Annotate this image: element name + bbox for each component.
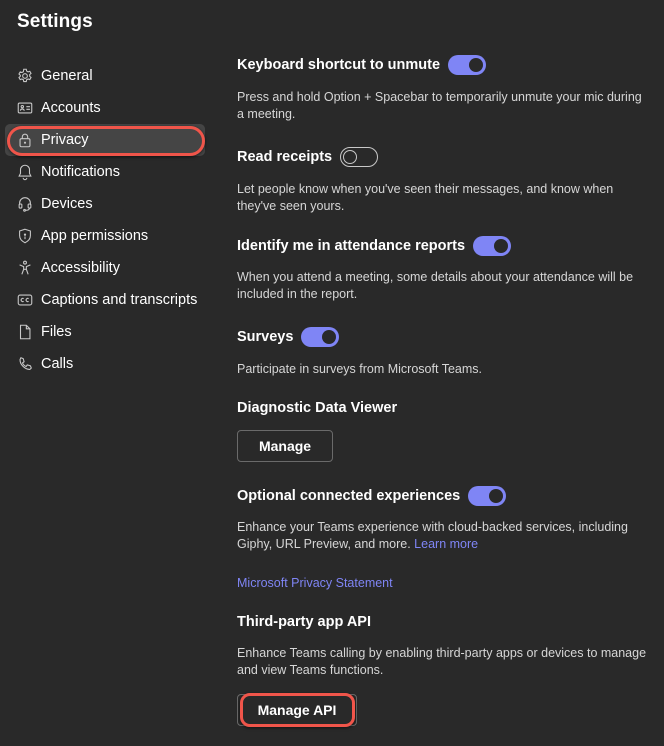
description-text: Enhance your Teams experience with cloud-backed services, including Giphy, URL Preview, and more. (237, 520, 628, 551)
gear-icon (15, 66, 35, 86)
section-title: Keyboard shortcut to unmute (237, 57, 441, 73)
section-description: Participate in surveys from Microsoft Teams. (237, 362, 482, 376)
sidebar-item-label: General (41, 68, 93, 84)
section-title: Diagnostic Data Viewer (237, 400, 398, 416)
section-description: Let people know when you've seen their messages, and know when they've seen yours. (237, 182, 614, 213)
diagnostic-data-viewer-setting (237, 400, 397, 416)
cc-icon (15, 290, 35, 310)
attendance-reports-setting (237, 236, 511, 256)
sidebar-item-notifications[interactable] (0, 156, 215, 188)
sidebar-item-captions[interactable] (0, 284, 215, 316)
section-description: When you attend a meeting, some details about your attendance will be included in the report. (237, 270, 634, 301)
manage-api-container (237, 694, 361, 728)
shield-icon (15, 226, 35, 246)
surveys-toggle[interactable] (301, 327, 339, 347)
sidebar-item-app-permissions[interactable] (0, 220, 215, 252)
accessibility-icon (15, 258, 35, 278)
read-receipts-setting (237, 147, 378, 167)
section-title: Third-party app API (237, 614, 371, 630)
keyboard-shortcut-setting (237, 55, 486, 75)
third-party-api-setting (237, 614, 371, 630)
section-title: Surveys (237, 329, 294, 345)
privacy-statement-link[interactable]: Microsoft Privacy Statement (237, 576, 393, 590)
sidebar-item-label: Calls (41, 356, 74, 372)
settings-sidebar (0, 60, 215, 380)
phone-icon (15, 354, 35, 374)
sidebar-item-calls[interactable] (0, 348, 215, 380)
sidebar-item-privacy[interactable] (0, 124, 215, 156)
sidebar-item-accessibility[interactable] (0, 252, 215, 284)
bell-icon (15, 162, 35, 182)
section-title: Identify me in attendance reports (237, 238, 466, 254)
file-icon (15, 322, 35, 342)
section-title: Read receipts (237, 149, 333, 165)
sidebar-item-label: Files (41, 324, 72, 340)
sidebar-item-label: Accessibility (41, 260, 120, 276)
section-description: Enhance Teams calling by enabling third-party apps or devices to manage and view Teams functions. (237, 646, 647, 677)
section-title: Optional connected experiences (237, 488, 461, 504)
highlight-annotation-ring (7, 126, 205, 156)
manage-api-button[interactable]: Manage API (237, 694, 357, 726)
sidebar-item-devices[interactable] (0, 188, 215, 220)
sidebar-item-label: Devices (41, 196, 93, 212)
sidebar-item-label: App permissions (41, 228, 149, 244)
attendance-reports-toggle[interactable] (473, 236, 511, 256)
sidebar-item-label: Captions and transcripts (41, 292, 198, 308)
learn-more-link[interactable]: Learn more (414, 537, 479, 551)
read-receipts-toggle[interactable] (340, 147, 378, 167)
connected-experiences-setting (237, 486, 506, 506)
sidebar-item-files[interactable] (0, 316, 215, 348)
sidebar-item-label: Notifications (41, 164, 120, 180)
keyboard-shortcut-toggle[interactable] (448, 55, 486, 75)
id-card-icon (15, 98, 35, 118)
sidebar-item-accounts[interactable] (0, 92, 215, 124)
sidebar-item-label: Privacy (41, 132, 89, 148)
section-description (237, 519, 647, 553)
connected-experiences-toggle[interactable] (468, 486, 506, 506)
headset-icon (15, 194, 35, 214)
section-description: Press and hold Option + Spacebar to temporarily unmute your mic during a meeting. (237, 90, 642, 121)
page-title: Settings (17, 11, 93, 32)
manage-diagnostic-button[interactable]: Manage (237, 430, 333, 462)
sidebar-item-label: Accounts (41, 100, 101, 116)
sidebar-item-general[interactable] (0, 60, 215, 92)
lock-icon (15, 130, 35, 150)
surveys-setting (237, 327, 339, 347)
